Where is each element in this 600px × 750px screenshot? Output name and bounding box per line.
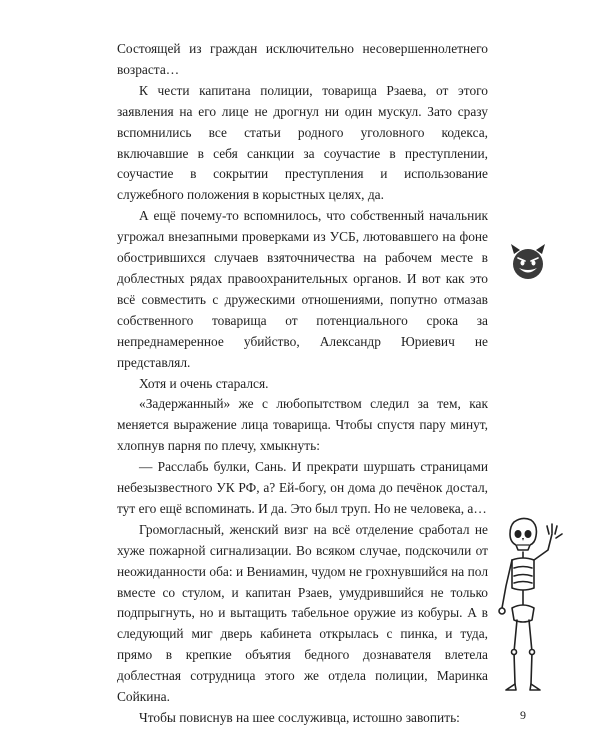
page-body <box>117 39 488 729</box>
waving-skeleton-icon <box>494 516 566 696</box>
page-number: 9 <box>520 708 526 722</box>
dialogue-line: — Расслабь булки, Сань. И прекрати шуршать страницами небезызвестного УК РФ, а? Ей-богу, он дома до печёнок достал, тут его ещё вспоминать. И да. Это был труп. Но не человека, а… <box>117 459 488 516</box>
paragraph: «Задержанный» же с любопытством следил за тем, как меняется выражение лица товарища. Чтобы спустя пару минут, хлопнув парня по плечу, хмыкнуть: <box>117 396 488 454</box>
paragraph: Громогласный, женский визг на всё отделение сработал не хуже пожарной сигнализации. Во всяком случае, подскочили от неожиданности оба: и Вениамин, чудом не грохнувшийся на пол вместе со стулом, и капитан Рзаев, умудрившийся не только подпрыгнуть, но и вытащить табельное оружие из кобуры. А в следующий миг дверь кабинета открылась с пинка, и туда, прямо в крепкие объятия бедного дознавателя влетела доблестная сотрудница этого же отдела полиции, Маринка Сойкина. <box>117 521 488 705</box>
smiling-devil-emoji-icon <box>508 242 548 282</box>
paragraph: А ещё почему-то вспомнилось, что собственный начальник угрожал внезапными проверками из УСБ, лютовавшего на фоне обострившихся случаев взяточничества на рабочем месте в доблестных рядах правоохранительных органов. И вот как это всё совместить с дружескими отношениями, попутно отмазав собственного товарища от потенциального срока за непреднамеренное убийство, Александр Юриевич не представлял. <box>117 208 488 370</box>
paragraph: Хотя и очень старался. <box>139 375 269 391</box>
paragraph: К чести капитана полиции, товарища Рзаева, от этого заявления на его лице не дрогнул ни один мускул. Зато сразу вспомнились все статьи родного уголовного кодекса, включавшие в себя санкции за соучастие в преступлении, соучастие в сокрытии преступления и использование служебного положения в корыстных целях, да. <box>117 82 488 203</box>
paragraph: Состоящей из граждан исключительно несовершеннолетнего возраста… <box>117 41 488 77</box>
paragraph: Чтобы повиснув на шее сослуживца, истошно завопить: <box>139 710 460 725</box>
